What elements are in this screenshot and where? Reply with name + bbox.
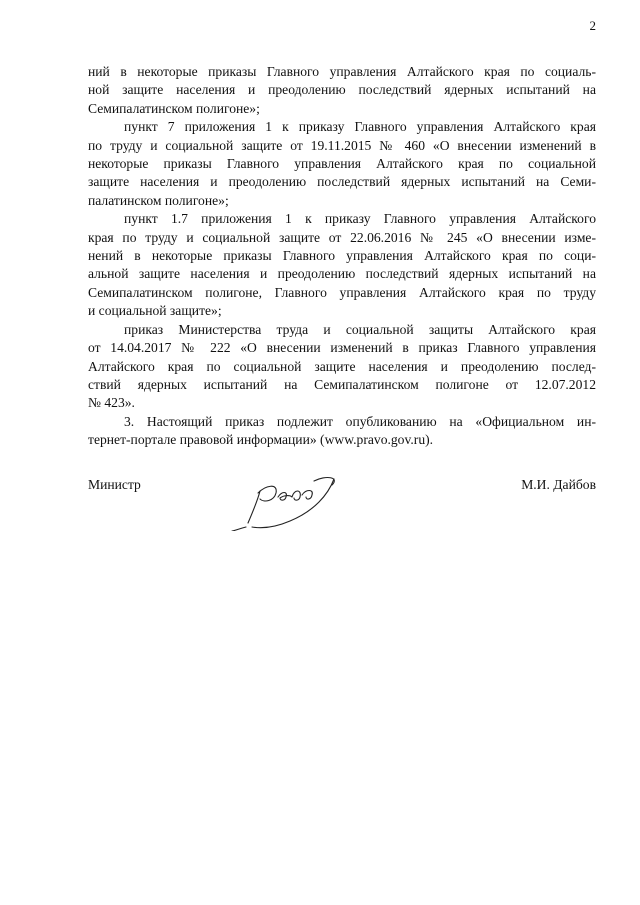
text-line: ний в некоторые приказы Главного управления Алтайского края по социаль- [88, 64, 596, 79]
text-line: Алтайского края по социальной защите населения и преодолению послед- [88, 358, 596, 374]
signature-block [88, 471, 596, 541]
paragraph [88, 210, 596, 320]
text-line: альной защите населения и преодолению последствий ядерных испытаний на [88, 266, 596, 282]
text-line: от 14.04.2017 № 222 «О внесении изменений в приказ Главного управления [88, 340, 596, 356]
text-line: по труду и социальной защите от 19.11.2015 № 460 «О внесении изменений в [88, 137, 596, 153]
signer-name: М.И. Дайбов [521, 477, 596, 492]
text-line: № 423». [88, 395, 135, 411]
paragraph [88, 321, 596, 413]
text-line: ствий ядерных испытаний на Семипалатинском полигоне от 12.07.2012 [88, 376, 596, 392]
paragraph [88, 413, 596, 450]
text-line: тернет-портале правовой информации» (www.pravo.gov.ru). [88, 432, 434, 448]
text-line: ной защите населения и преодолению последствий ядерных испытаний на [88, 82, 596, 98]
text-line: Семипалатинском полигоне»; [88, 100, 260, 116]
text-line: пункт 7 приложения 1 к приказу Главного управления Алтайского края [124, 119, 596, 135]
handwritten-signature-icon [230, 471, 360, 531]
paragraph [88, 118, 596, 210]
text-line: приказ Министерства труда и социальной защиты Алтайского края [124, 321, 596, 337]
text-line: некоторые приказы Главного управления Алтайского края по социальной [88, 156, 596, 172]
text-line: 3. Настоящий приказ подлежит опубликованию на «Официальном ин- [124, 413, 596, 429]
text-line: края по труду и социальной защите от 22.06.2016 № 245 «О внесении изме- [88, 229, 596, 245]
text-line: палатинском полигоне»; [88, 192, 229, 208]
signer-position: Министр [88, 477, 141, 492]
paragraph [88, 63, 596, 118]
text-line: защите населения и преодолению последствий ядерных испытаний на Семи- [88, 174, 596, 190]
document-body [88, 63, 596, 450]
text-line: пункт 1.7 приложения 1 к приказу Главного управления Алтайского [124, 211, 596, 227]
text-line: и социальной защите»; [88, 303, 222, 319]
text-line: Семипалатинском полигоне, Главного управления Алтайского края по труду [88, 284, 596, 300]
page-number: 2 [589, 18, 596, 33]
text-line: нений в некоторые приказы Главного управления Алтайского края по соци- [88, 248, 596, 264]
